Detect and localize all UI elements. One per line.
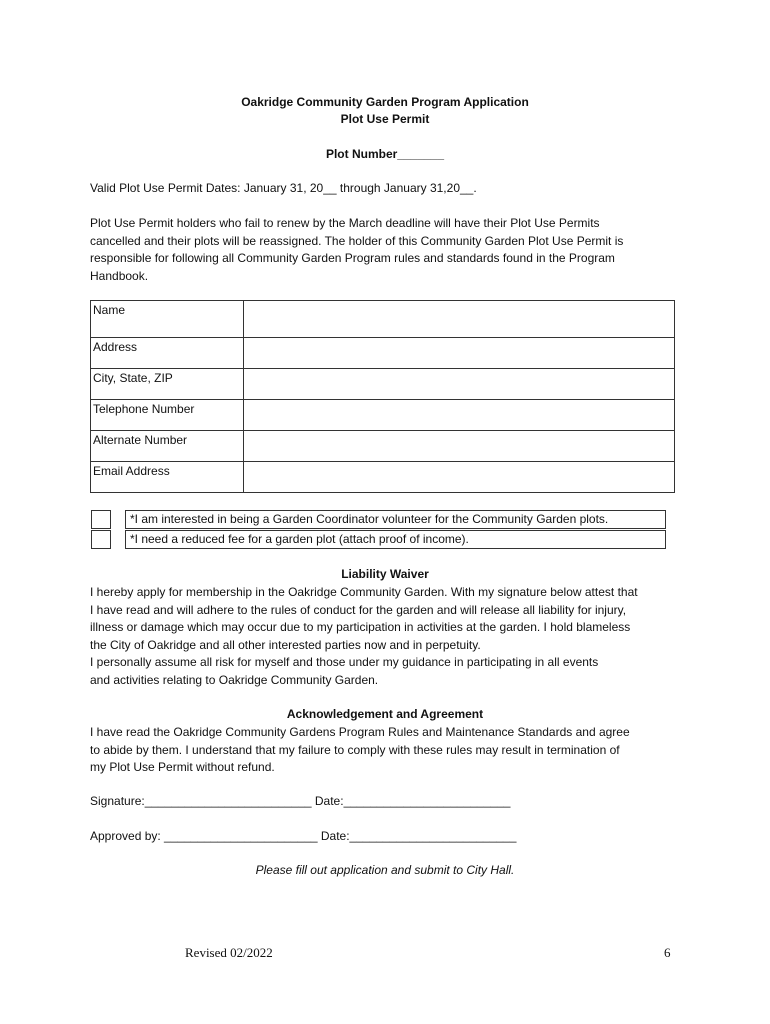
liability-line: I hereby apply for membership in the Oakridge Community Garden. With my signature below attest that — [90, 585, 638, 599]
submit-note: Please fill out application and submit to City Hall. — [255, 863, 515, 877]
form-row-address — [91, 338, 675, 369]
field-label: Email Address — [91, 462, 244, 493]
plot-number-field[interactable]: Plot Number_______ — [325, 147, 445, 161]
liability-heading: Liability Waiver — [341, 567, 429, 581]
agreement-line: to abide by them. I understand that my failure to comply with these rules may result in termination of — [90, 742, 620, 757]
revised-date: Revised 02/2022 — [185, 945, 273, 960]
intro-line: Plot Use Permit holders who fail to renew by the March deadline will have their Plot Use Permits — [90, 216, 600, 230]
liability-line: the City of Oakridge and all other interested parties now and in perpetuity. — [90, 637, 481, 652]
checkbox-label: *I need a reduced fee for a garden plot (attach proof of income). — [125, 530, 666, 549]
field-label: Address — [91, 338, 244, 369]
intro-line: Handbook. — [90, 268, 149, 283]
page-number: 6 — [664, 945, 671, 960]
document-subtitle: Plot Use Permit — [340, 112, 430, 126]
agreement-heading: Acknowledgement and Agreement — [286, 707, 484, 721]
city-state-zip-input[interactable] — [244, 369, 675, 400]
email-input[interactable] — [244, 462, 675, 493]
liability-paragraph — [90, 584, 638, 689]
form-row-city-state-zip — [91, 369, 675, 400]
alternate-number-input[interactable] — [244, 431, 675, 462]
form-row-alternate-number — [91, 431, 675, 462]
intro-paragraph — [90, 215, 623, 285]
agreement-line: I have read the Oakridge Community Gardens Program Rules and Maintenance Standards and agree — [90, 725, 630, 739]
signature-line[interactable]: Signature:_________________________ Date:_________________________ — [90, 794, 511, 808]
name-input[interactable] — [244, 301, 675, 338]
address-input[interactable] — [244, 338, 675, 369]
form-row-email — [91, 462, 675, 493]
field-label: City, State, ZIP — [91, 369, 244, 400]
form-row-telephone — [91, 400, 675, 431]
form-row-name — [91, 301, 675, 338]
document-title: Oakridge Community Garden Program Application — [241, 95, 529, 109]
telephone-input[interactable] — [244, 400, 675, 431]
applicant-info-table — [90, 300, 675, 493]
liability-line: and activities relating to Oakridge Community Garden. — [90, 672, 379, 687]
valid-dates-text: Valid Plot Use Permit Dates: January 31, 20__ through January 31,20__. — [90, 181, 477, 195]
liability-line: I have read and will adhere to the rules of conduct for the garden and will release all liability for injury, — [90, 602, 627, 617]
liability-line: I personally assume all risk for myself and those under my guidance in participating in all events — [90, 655, 599, 669]
intro-line: responsible for following all Community Garden Program rules and standards found in the Program — [90, 251, 615, 265]
agreement-line: my Plot Use Permit without refund. — [90, 760, 275, 774]
field-label: Telephone Number — [91, 400, 244, 431]
agreement-paragraph — [90, 724, 630, 777]
field-label: Name — [91, 301, 244, 338]
checkbox-label: *I am interested in being a Garden Coordinator volunteer for the Community Garden plots. — [125, 510, 666, 529]
intro-line: cancelled and their plots will be reassigned. The holder of this Community Garden Plot Use Permit is — [90, 233, 624, 248]
reduced-fee-checkbox[interactable] — [91, 530, 111, 549]
approved-by-line[interactable]: Approved by: _______________________ Date:_________________________ — [90, 829, 517, 843]
liability-line: illness or damage which may occur due to my participation in activities at the garden. I hold blameless — [90, 620, 631, 634]
field-label: Alternate Number — [91, 431, 244, 462]
coordinator-checkbox[interactable] — [91, 510, 111, 529]
